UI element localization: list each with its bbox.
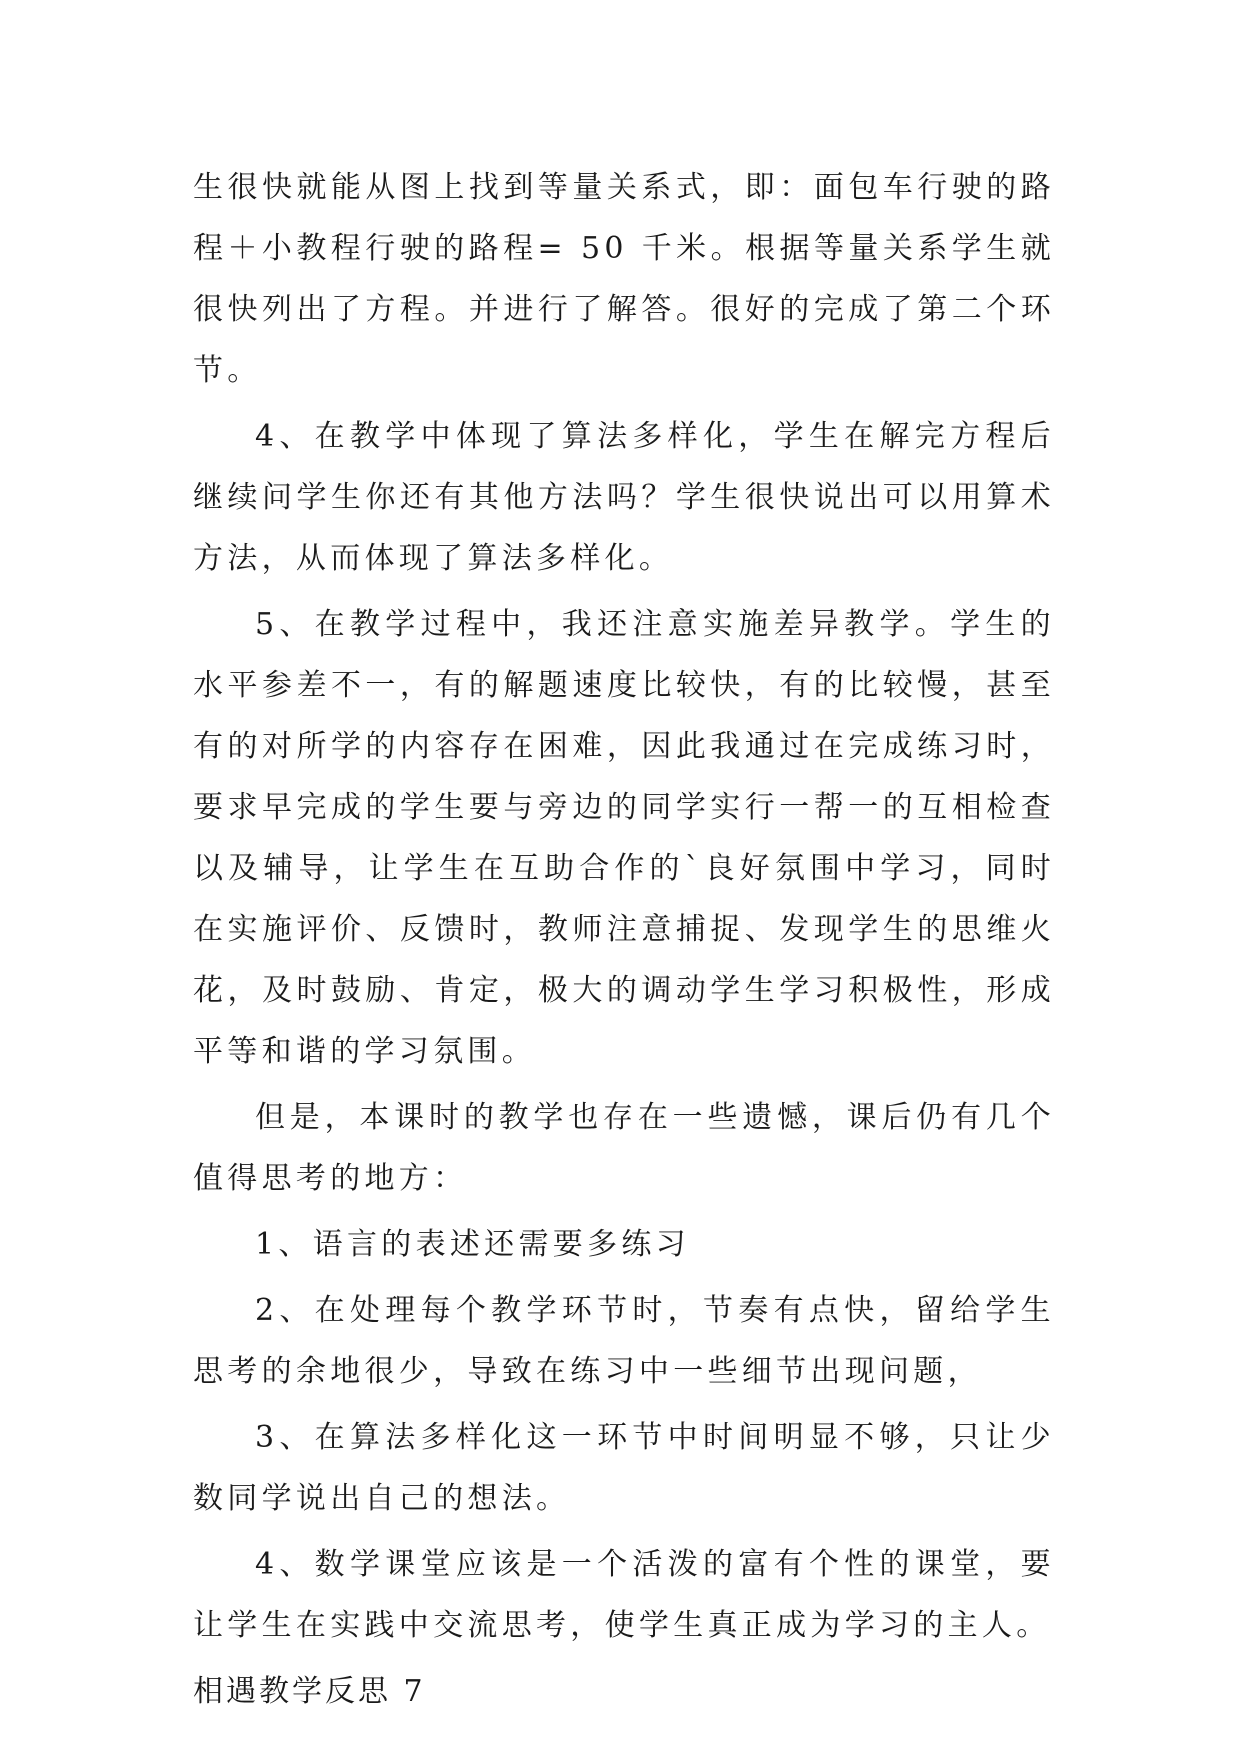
list-item-2: 2、在处理每个教学环节时，节奏有点快，留给学生思考的余地很少，导致在练习中一些细节出现问题，: [193, 1293, 1055, 1389]
section-heading: 相遇教学反思 7: [193, 1674, 426, 1709]
document-body: [193, 157, 1055, 1727]
paragraph-point-4: 4、在教学中体现了算法多样化，学生在解完方程后继续问学生你还有其他方法吗？学生很快说出可以用算术方法，从而体现了算法多样化。: [193, 419, 1055, 576]
paragraph-continuation: 生很快就能从图上找到等量关系式，即：面包车行驶的路程＋小教程行驶的路程= 50 千米。根据等量关系学生就很快列出了方程。并进行了解答。很好的完成了第二个环节。: [193, 170, 1055, 388]
paragraph-shortcomings-intro: 但是，本课时的教学也存在一些遗憾，课后仍有几个值得思考的地方：: [193, 1100, 1055, 1196]
list-item-4: 4、数学课堂应该是一个活泼的富有个性的课堂，要让学生在实践中交流思考，使学生真正成为学习的主人。: [193, 1547, 1055, 1643]
list-item-1: 1、语言的表述还需要多练习: [255, 1227, 690, 1262]
list-item-3: 3、在算法多样化这一环节中时间明显不够，只让少数同学说出自己的想法。: [193, 1420, 1055, 1516]
paragraph-point-5: 5、在教学过程中，我还注意实施差异教学。学生的水平参差不一，有的解题速度比较快，有的比较慢，甚至有的对所学的内容存在困难，因此我通过在完成练习时，要求早完成的学生要与旁边的同学实行一帮一的互相检查以及辅导，让学生在互助合作的`良好氛围中学习，同时在实施评价、反馈时，教师注意捕捉、发现学生的思维火花，及时鼓励、肯定，极大的调动学生学习积极性，形成平等和谐的学习氛围。: [193, 607, 1055, 1069]
